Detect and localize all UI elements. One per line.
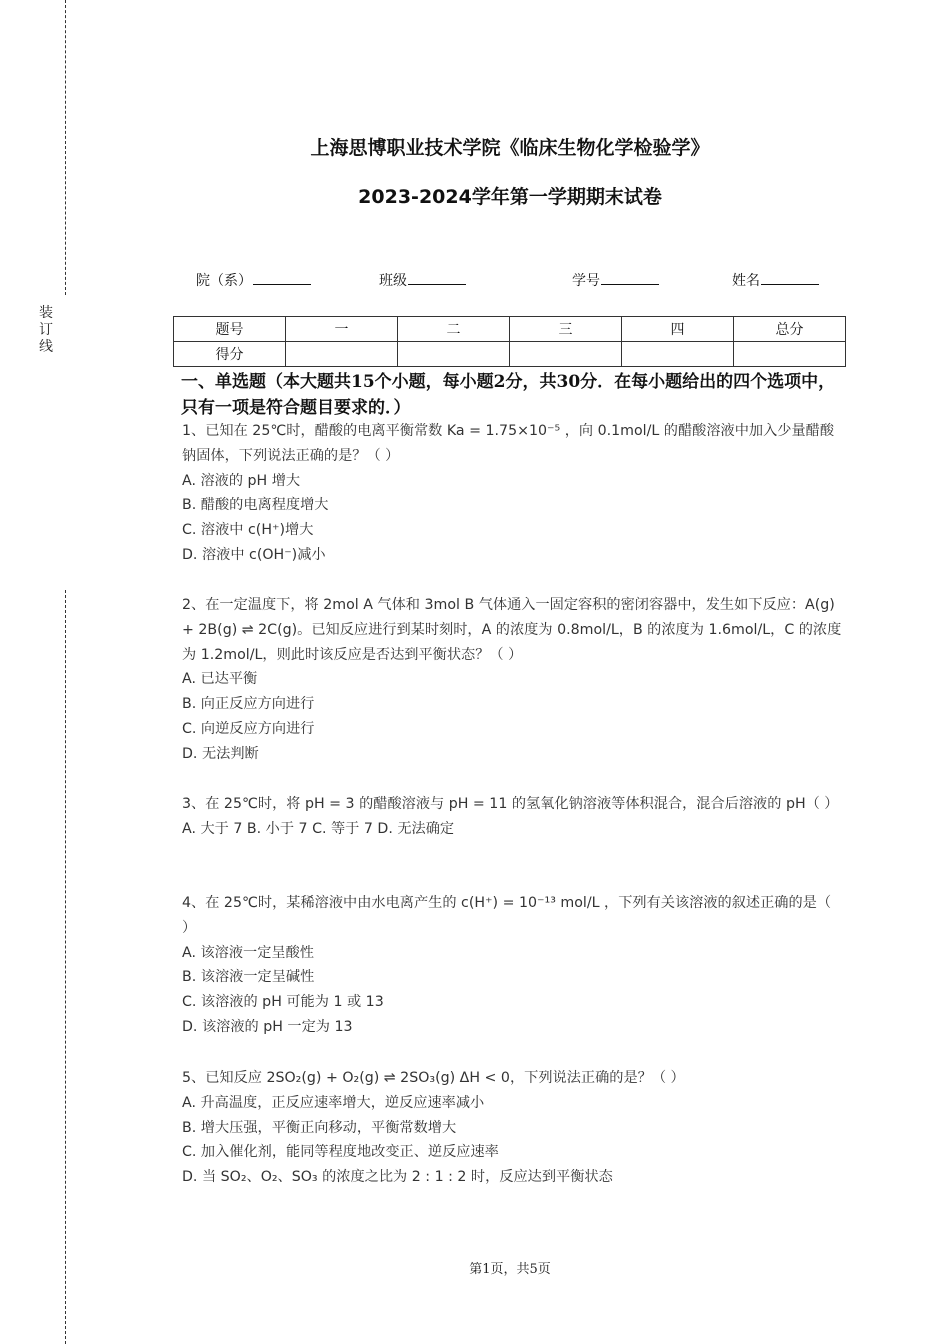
page-number: 第1页，共5页 [469,1262,551,1277]
question-2 [182,593,842,767]
info-field-blank[interactable] [253,270,311,285]
info-field-blank[interactable] [601,270,659,285]
question-option: A. 升高温度，正反应速率增大，逆反应速率减小 [182,1094,485,1111]
question-option: B. 增大压强，平衡正向移动，平衡常数增大 [182,1119,457,1136]
binding-label-char: 订 [39,322,53,338]
question-option: A. 该溶液一定呈酸性 [182,944,314,961]
binding-label-char: 装 [39,305,53,321]
score-table-score-cell[interactable] [398,342,510,367]
binding-line-label [38,305,54,356]
question-stem: 5、已知反应 2SO₂(g) + O₂(g) ⇌ 2SO₃(g) ΔH < 0，下列说法正确的是？（ ） [182,1070,685,1086]
question-stem: 2、在一定温度下，将 2mol A 气体和 3mol B 气体通入一固定容积的密闭容器中，发生如下反应：A(g) + 2B(g) ⇌ 2C(g)。已知反应进行到某时刻时，A 的浓度为 0.8mol/L，B 的浓度为 1.6mol/L，C 的浓度为 1.2mol/L，则此时该反应是否达到平衡状态？（ ） [182,597,842,663]
question-option: A. 大于 7 B. 小于 7 C. 等于 7 D. 无法确定 [182,820,455,837]
info-field-label: 学号 [572,273,600,289]
info-field-name [732,270,819,290]
question-option: B. 向正反应方向进行 [182,696,315,713]
score-table [173,316,846,367]
question-option: C. 该溶液的 pH 可能为 1 或 13 [182,994,384,1011]
exam-subtitle: 2023-2024学年第一学期期末试卷 [358,186,662,208]
question-option: B. 醋酸的电离程度增大 [182,497,329,514]
score-table-header-cell: 二 [398,317,510,342]
question-option: C. 溶液中 c(H⁺)增大 [182,522,314,539]
score-table-score-row [174,342,846,367]
info-field-blank[interactable] [408,270,466,285]
info-field-class [379,270,466,290]
question-option: D. 溶液中 c(OH⁻)减小 [182,546,326,563]
question-option: A. 已达平衡 [182,671,258,688]
info-field-label: 院（系） [196,273,252,289]
question-option: D. 无法判断 [182,745,259,762]
info-field-label: 班级 [379,273,407,289]
score-table-header-cell: 一 [286,317,398,342]
score-table-score-cell[interactable] [734,342,846,367]
score-table-score-cell[interactable] [622,342,734,367]
question-option: A. 溶液的 pH 增大 [182,472,301,489]
question-1 [182,419,842,568]
binding-dashed-line-bottom [65,590,66,1344]
question-option: B. 该溶液一定呈碱性 [182,969,315,986]
question-4 [182,891,842,1040]
score-table-score-cell[interactable] [510,342,622,367]
question-5 [182,1066,842,1190]
score-table-score-cell[interactable] [286,342,398,367]
question-option: D. 该溶液的 pH 一定为 13 [182,1018,353,1035]
score-table-header-cell: 四 [622,317,734,342]
score-table-header-cell: 题号 [174,317,286,342]
question-option: C. 加入催化剂，能同等程度地改变正、逆反应速率 [182,1144,499,1161]
info-field-label: 姓名 [732,273,760,289]
question-option: C. 向逆反应方向进行 [182,720,315,737]
info-field-student-id [572,270,659,290]
score-table-header-row [174,317,846,342]
info-field-department [196,270,311,290]
score-table-header-cell: 三 [510,317,622,342]
question-stem: 4、在 25℃时，某稀溶液中由水电离产生的 c(H⁺) = 10⁻¹³ mol/L ，下列有关该溶液的叙述正确的是（ ） [182,895,832,936]
question-option: D. 当 SO₂、O₂、SO₃ 的浓度之比为 2 : 1 : 2 时，反应达到平衡状态 [182,1169,613,1186]
binding-label-char: 线 [39,339,53,355]
section-heading: 一、单选题（本大题共15个小题，每小题2分，共30分．在每小题给出的四个选项中，只有一项是符合题目要求的．） [181,372,836,418]
question-3 [182,792,842,842]
score-table-row-label: 得分 [174,342,286,367]
score-table-header-cell: 总分 [734,317,846,342]
exam-title: 上海思博职业技术学院《临床生物化学检验学》 [310,137,710,159]
info-field-blank[interactable] [761,270,819,285]
question-stem: 3、在 25℃时，将 pH = 3 的醋酸溶液与 pH = 11 的氢氧化钠溶液等体积混合，混合后溶液的 pH（ ） [182,796,839,812]
question-stem: 1、已知在 25℃时，醋酸的电离平衡常数 Ka = 1.75×10⁻⁵ ，向 0.1mol/L 的醋酸溶液中加入少量醋酸钠固体，下列说法正确的是？（ ） [182,423,835,464]
